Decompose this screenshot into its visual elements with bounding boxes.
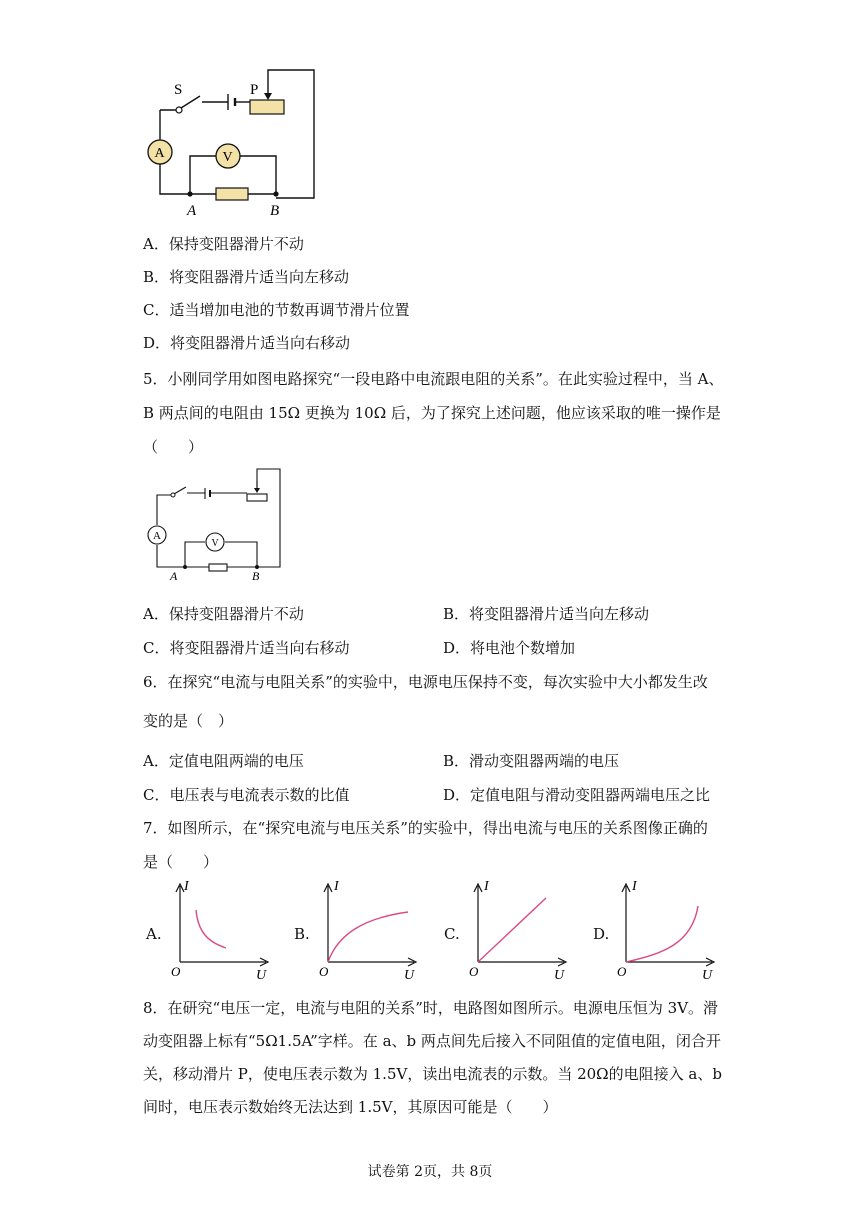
q7-stem-line2: 是（ ） xyxy=(143,853,219,871)
q8-stem-line4: 间时，电压表示数始终无法达到 1.5V，其原因可能是（ ） xyxy=(143,1098,558,1116)
curve-b xyxy=(328,912,408,962)
q5-option-b[interactable]: B．将变阻器滑片适当向左移动 xyxy=(443,605,650,623)
axis-u-label: U xyxy=(404,968,415,982)
ammeter-label: A xyxy=(154,146,165,161)
origin-label: O xyxy=(319,964,329,979)
q8-stem-line1: 8．在研究“电压一定，电流与电阻的关系”时，电路图如图所示。电源电压恒为 3V。滑 xyxy=(143,999,719,1017)
q5-option-a[interactable]: A．保持变阻器滑片不动 xyxy=(143,605,304,623)
curve-d xyxy=(626,906,698,962)
q4-option-a[interactable]: A．保持变阻器滑片不动 xyxy=(143,235,304,253)
axis-u-label: U xyxy=(256,968,267,982)
circuit-diagram-1 xyxy=(140,62,340,222)
curve-a xyxy=(196,910,226,948)
q7-graph-b xyxy=(316,876,426,982)
axis-i-label: I xyxy=(334,879,339,894)
origin-label: O xyxy=(469,964,479,979)
q7-graph-a xyxy=(168,876,278,982)
q6-option-d[interactable]: D．定值电阻与滑动变阻器两端电压之比 xyxy=(443,786,711,804)
q7-graph-label-a[interactable]: A. xyxy=(146,925,162,943)
voltmeter-label-2: V xyxy=(211,538,219,549)
point-a-label: A xyxy=(187,203,197,219)
q7-stem-line1: 7．如图所示，在“探究电流与电压关系”的实验中，得出电流与电压的关系图像正确的 xyxy=(143,819,708,837)
curve-c xyxy=(478,898,546,962)
q6-option-a[interactable]: A．定值电阻两端的电压 xyxy=(143,752,304,770)
circuit-diagram-2 xyxy=(143,463,293,588)
q7-graph-label-d[interactable]: D. xyxy=(593,925,610,943)
q4-option-b[interactable]: B．将变阻器滑片适当向左移动 xyxy=(143,268,350,286)
q8-stem-line2: 动变阻器上标有“5Ω1.5A”字样。在 a、b 两点间先后接入不同阻值的定值电阻，闭合开 xyxy=(143,1032,721,1050)
page-footer: 试卷第 2页，共 8页 xyxy=(367,1164,493,1180)
axis-u-label: U xyxy=(554,968,565,982)
q8-stem-line3: 关，移动滑片 P，使电压表示数为 1.5V，读出电流表的示数。当 20Ω的电阻接入 a、b xyxy=(143,1065,722,1083)
q5-option-c[interactable]: C．将变阻器滑片适当向右移动 xyxy=(143,639,350,657)
q5-option-d[interactable]: D．将电池个数增加 xyxy=(443,639,576,657)
q7-graph-c xyxy=(466,876,576,982)
point-a-label-2: A xyxy=(170,569,178,583)
slider-label: P xyxy=(250,82,259,98)
point-b-label-2: B xyxy=(252,569,260,583)
q6-option-c[interactable]: C．电压表与电流表示数的比值 xyxy=(143,786,350,804)
switch-label: S xyxy=(174,82,183,98)
q6-stem-line2: 变的是（ ） xyxy=(143,712,234,730)
q5-stem-line1: 5．小刚同学用如图电路探究“一段电路中电流跟电阻的关系”。在此实验过程中，当 A、 xyxy=(143,370,724,388)
origin-label: O xyxy=(171,964,181,979)
axis-i-label: I xyxy=(184,879,189,894)
q6-option-b[interactable]: B．滑动变阻器两端的电压 xyxy=(443,752,620,770)
axis-i-label: I xyxy=(632,879,637,894)
origin-label: O xyxy=(617,964,627,979)
q7-graph-label-c[interactable]: C. xyxy=(444,925,460,943)
voltmeter-label: V xyxy=(222,150,233,165)
q7-graph-d xyxy=(614,876,724,982)
q6-stem-line1: 6．在探究“电流与电阻关系”的实验中，电源电压保持不变，每次实验中大小都发生改 xyxy=(143,673,708,691)
q4-option-c[interactable]: C．适当增加电池的节数再调节滑片位置 xyxy=(143,301,410,319)
q7-graph-label-b[interactable]: B. xyxy=(294,925,310,943)
axis-i-label: I xyxy=(484,879,489,894)
ammeter-label-2: A xyxy=(153,530,161,542)
axis-u-label: U xyxy=(702,968,713,982)
q5-stem-line3: （ ） xyxy=(143,438,204,456)
point-b-label: B xyxy=(270,203,280,219)
q4-option-d[interactable]: D．将变阻器滑片适当向右移动 xyxy=(143,334,351,352)
q5-stem-line2: B 两点间的电阻由 15Ω 更换为 10Ω 后，为了探究上述问题，他应该采取的唯一操作是 xyxy=(143,404,721,422)
